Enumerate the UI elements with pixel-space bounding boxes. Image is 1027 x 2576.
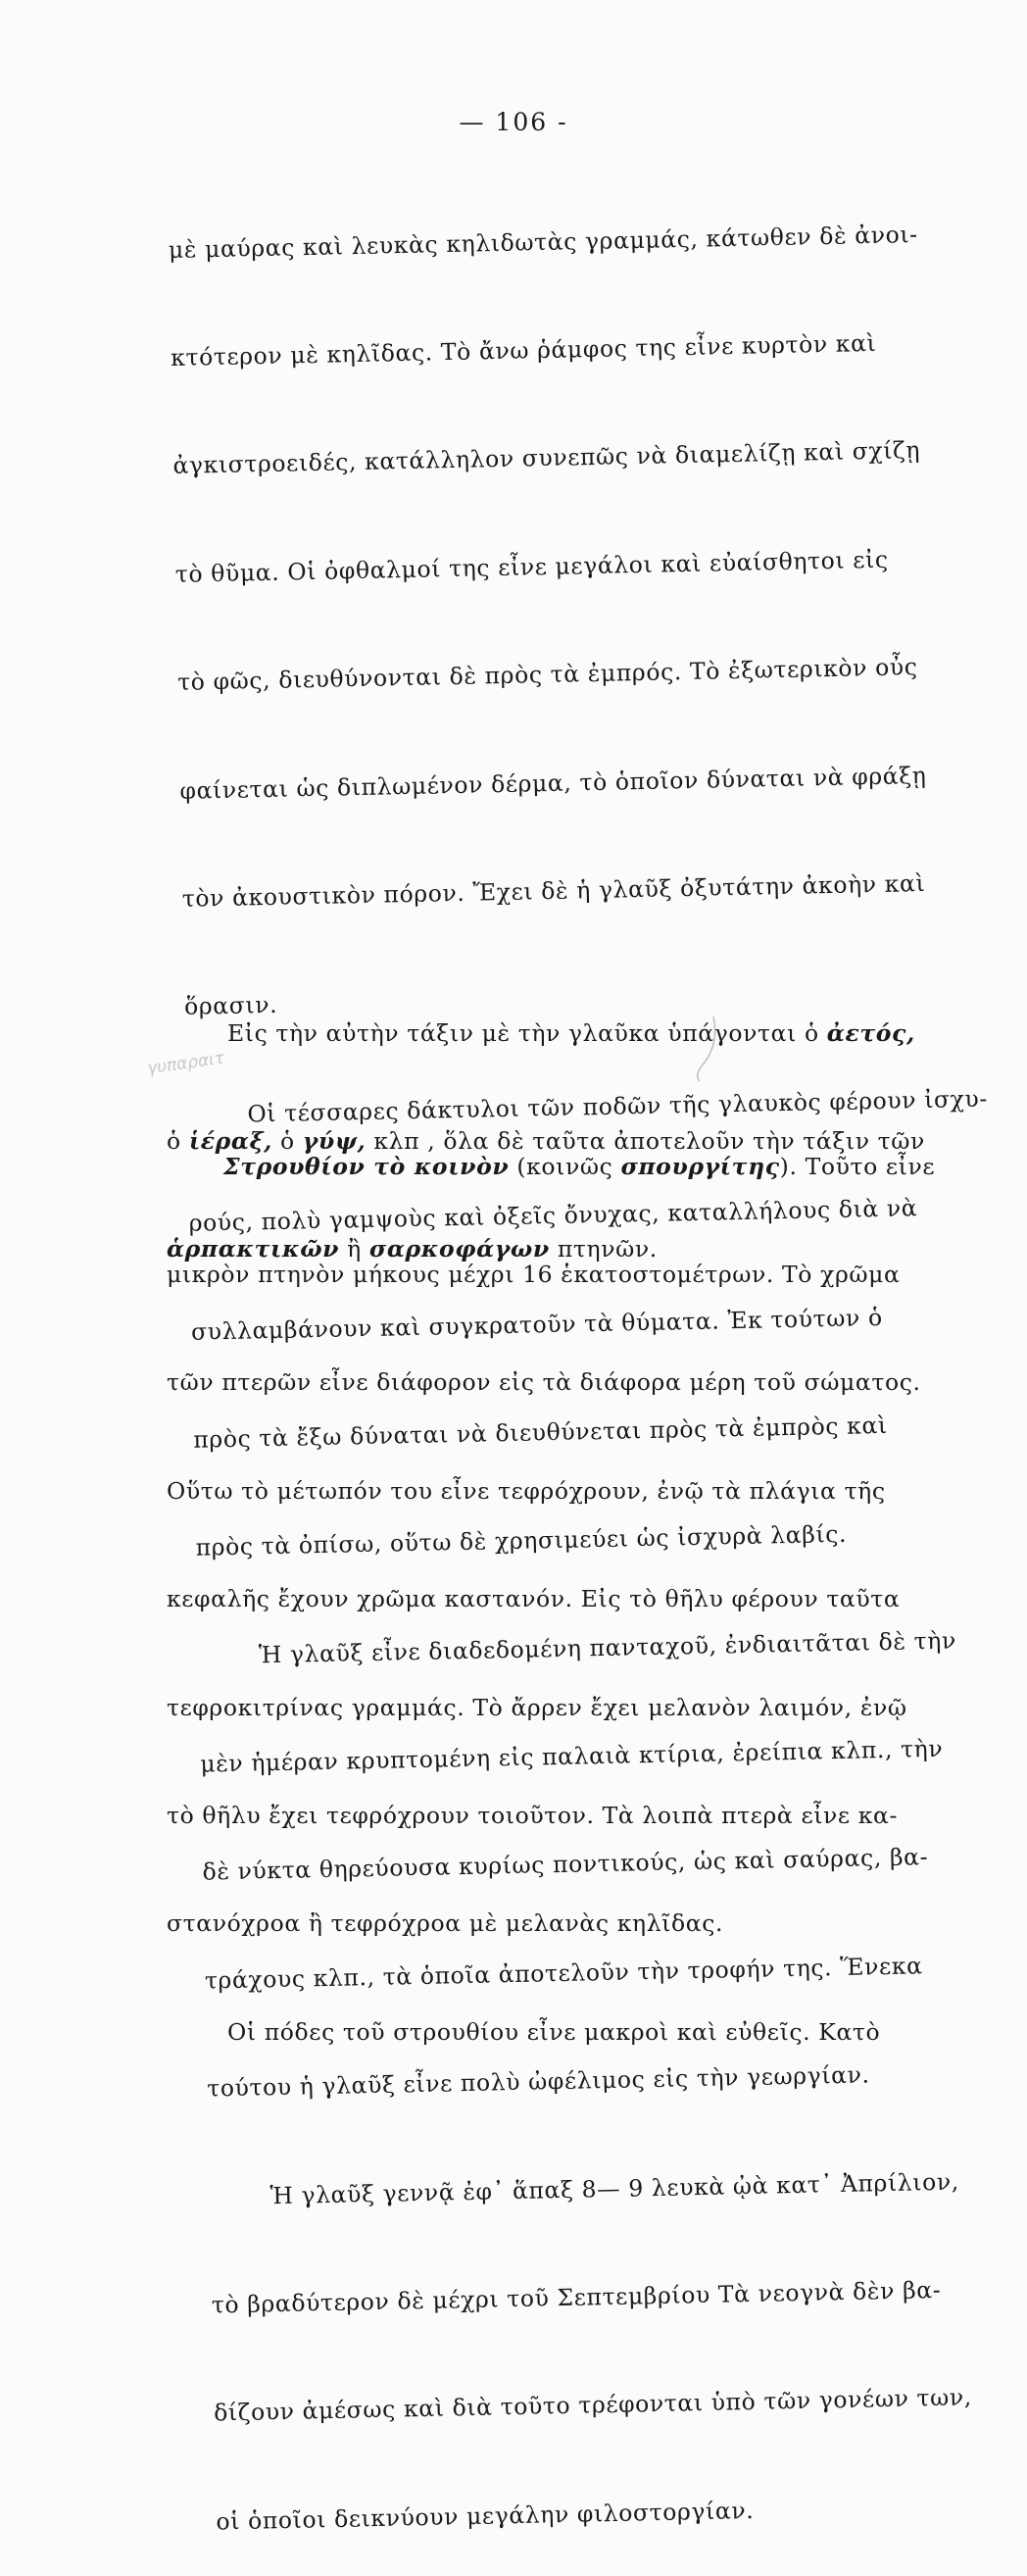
text-line: τῶν πτερῶν εἶνε διάφορον εἰς τὰ διάφορα μέρη τοῦ σώματος. [167, 1368, 921, 1397]
text-line: μικρὸν πτηνὸν μήκους μέχρι 16 ἑκατοστομέτρων. Τὸ χρῶμα [167, 1260, 901, 1288]
text-line: Οἱ πόδες τοῦ στρουθίου εἶνε μακροὶ καὶ εὐθεῖς. Κατὸ [227, 2017, 881, 2046]
text-line: μὲν ἡμέραν κρυπτομένη εἰς παλαιὰ κτίρια, ἐρείπια κλπ., τὴν [199, 1734, 944, 1778]
text-line: στανόχροα ἢ τεφρόχροα μὲ μελανὰς κηλῖδας. [167, 1909, 724, 1938]
term-vulture: γύψ, [302, 1126, 367, 1155]
text-line [167, 1016, 1027, 1052]
text-line: κεφαλῆς ἔχουν χρῶμα καστανόν. Εἰς τὸ θῆλυ φέρουν ταῦτα [167, 1585, 901, 1613]
text-span: ἢ [339, 1235, 369, 1263]
text-span: Εἰς τὴν αὐτὴν τάξιν μὲ τὴν γλαῦκα ὑπάγονται ὁ [227, 1018, 827, 1047]
text-line: τὸ βραδύτερον δὲ μέχρι τοῦ Σεπτεμβρίου Τὰ νεογνὰ δὲν βα- [211, 2275, 942, 2319]
text-line: ἀγκιστροειδές, κατάλληλον συνεπῶς νὰ διαμελίζῃ καὶ σχίζῃ [172, 436, 921, 480]
text-line: τεφροκιτρίνας γραμμάς. Τὸ ἄρρεν ἔχει μελανὸν λαιμόν, ἐνῷ [167, 1693, 907, 1721]
text-line: τὸ θῦμα. Οἱ ὀφθαλμοί της εἶνε μεγάλοι καὶ εὐαίσθητοι εἰς [174, 545, 889, 588]
text-span: πτηνῶν. [549, 1235, 658, 1263]
text-line: τούτου ἡ γλαῦξ εἶνε πολὺ ὠφέλιμος εἰς τὴν γεωργίαν. [206, 2060, 870, 2103]
text-span: ὁ [271, 1126, 303, 1155]
text-line: συλλαμβάνουν καὶ συγκρατοῦν τὰ θύματα. Ἐκ τούτων ὁ [190, 1303, 883, 1346]
pencil-stroke-mark [686, 1015, 725, 1083]
margin-pencil-note: γυπαραιτ [145, 1048, 226, 1079]
text-line: πρὸς τὰ ὀπίσω, οὕτω δὲ χρησιμεύει ὡς ἰσχυρὰ λαβίς. [195, 1520, 848, 1561]
text-line: δίζουν ἀμέσως καὶ διὰ τοῦτο τρέφονται ὑπὸ τῶν γονέων των, [213, 2383, 973, 2427]
text-line: Ἡ γλαῦξ γεννᾷ ἐφ᾽ ἅπαξ 8— 9 λευκὰ ᾠὰ κατ᾽ Ἀπρίλιον, [269, 2167, 960, 2209]
text-line: δὲ νύκτα θηρεύουσα κυρίως ποντικούς, ὡς καὶ σαύρας, βα- [202, 1843, 929, 1887]
term-carnivores: σαρκοφάγων [368, 1235, 550, 1263]
text-line: μὲ μαύρας καὶ λευκὰς κηλιδωτὰς γραμμάς, κάτωθεν δὲ ἀνοι- [168, 220, 918, 264]
text-span: (κοινῶς [509, 1152, 621, 1180]
text-span: κλπ , ὅλα δὲ ταῦτα ἀποτελοῦν τὴν τάξιν τῶν [366, 1126, 925, 1155]
page-number: — 106 - [459, 108, 568, 136]
text-line: οἱ ὁποῖοι δεικνύουν μεγάλην φιλοστοργίαν. [216, 2496, 755, 2536]
text-line: κτότερον μὲ κηλῖδας. Τὸ ἄνω ῥάμφος της εἶνε κυρτὸν καὶ [170, 328, 877, 372]
text-line: Ἡ γλαῦξ εἶνε διαδεδομένη πανταχοῦ, ἐνδιαιτᾶται δὲ τὴν [258, 1626, 957, 1669]
text-line: Οἱ τέσσαρες δάκτυλοι τῶν ποδῶν τῆς γλαυκὸς φέρουν ἰσχυ- [247, 1084, 989, 1128]
text-line: πρὸς τὰ ἔξω δύναται νὰ διευθύνεται πρὸς τὰ ἐμπρὸς καὶ [193, 1411, 888, 1454]
term-hawk: ἱέραξ, [188, 1126, 272, 1155]
term-spourgitis: σπουργίτης [620, 1152, 780, 1180]
text-line: φαίνεται ὡς διπλωμένον δέρμα, τὸ ὁποῖον δύναται νὰ φράξῃ [179, 761, 927, 805]
sparrow-paragraph [167, 1076, 1027, 2086]
text-line [163, 1149, 1027, 1185]
text-line: Οὕτω τὸ μέτωπόν του εἶνε τεφρόχρουν, ἐνῷ τὰ πλάγια τῆς [167, 1476, 886, 1505]
text-span: ). Τοῦτο εἶνε [779, 1152, 936, 1180]
text-line: τὸν ἀκουστικὸν πόρον. Ἔχει δὲ ἡ γλαῦξ ὀξυτάτην ἀκοὴν καὶ [181, 868, 926, 913]
term-eagle: ἀετός, [826, 1018, 915, 1047]
text-span: ὁ [167, 1126, 189, 1155]
term-raptors: ἁρπακτικῶν [167, 1235, 340, 1263]
text-line: τὸ θῆλυ ἔχει τεφρόχρουν τοιοῦτον. Τὰ λοιπὰ πτερὰ εἶνε κα- [167, 1801, 899, 1829]
text-line: ὅρασιν. [183, 991, 278, 1021]
text-line: ρούς, πολὺ γαμψοὺς καὶ ὀξεῖς ὄνυχας, καταλλήλους διὰ νὰ [188, 1194, 918, 1237]
text-line: τὸ φῶς, διευθύνονται δὲ πρὸς τὰ ἐμπρός. Τὸ ἐξωτερικὸν οὖς [176, 653, 918, 697]
text-line: τράχους κλπ., τὰ ὁποῖα ἀποτελοῦν τὴν τροφήν της. Ἕνεκα [204, 1952, 923, 1995]
term-sparrow: Στρουθίον τὸ κοινὸν [223, 1152, 510, 1180]
